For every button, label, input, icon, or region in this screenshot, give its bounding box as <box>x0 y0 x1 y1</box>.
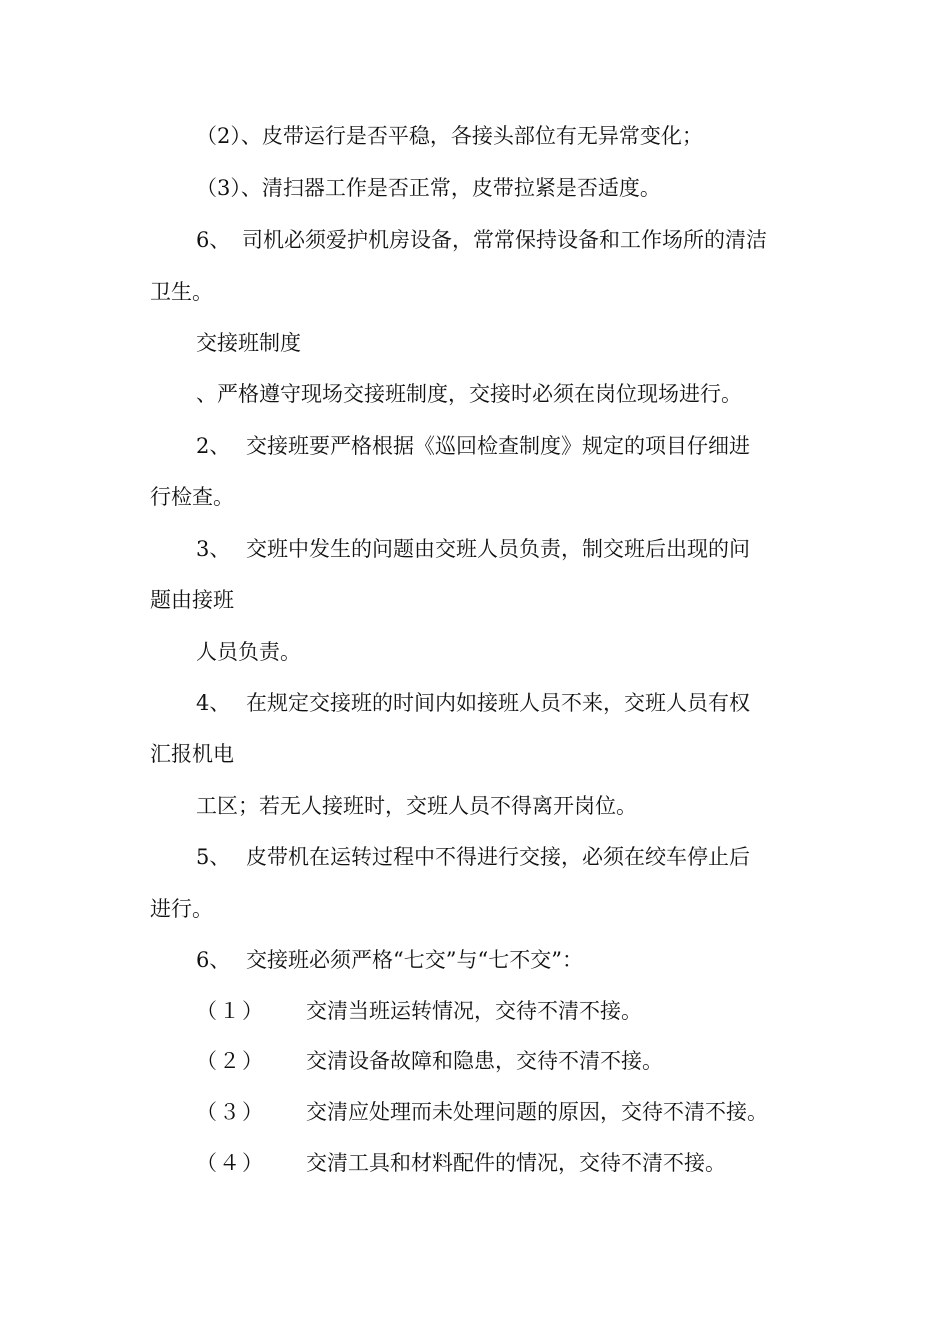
text-line: 汇报机电 <box>150 742 234 766</box>
sub-item-number: （１） <box>196 999 265 1023</box>
item-number: 5、 <box>196 845 231 869</box>
sub-item-text: 交清应处理而未处理问题的原因，交待不清不接。 <box>306 1100 768 1124</box>
text-line: 题由接班 <box>150 588 234 612</box>
sub-item-text: 交清当班运转情况，交待不清不接。 <box>306 999 642 1023</box>
item-number: 3、 <box>196 537 231 561</box>
text-line: 进行。 <box>150 897 213 921</box>
sub-item-number: （３） <box>196 1100 265 1124</box>
sub-item-number: （４） <box>196 1151 265 1175</box>
sub-item-text: 交清设备故障和隐患，交待不清不接。 <box>306 1049 663 1073</box>
item-text: 皮带机在运转过程中不得进行交接，必须在绞车停止后 <box>246 845 750 869</box>
item-text: 司机必须爱护机房设备，常常保持设备和工作场所的清洁 <box>242 228 767 252</box>
sub-item-number: （２） <box>196 1049 265 1073</box>
text-line: （2）、皮带运行是否平稳，各接头部位有无异常变化； <box>196 124 703 148</box>
text-line: 工区；若无人接班时，交班人员不得离开岗位。 <box>196 794 637 818</box>
section-heading: 交接班制度 <box>196 331 301 355</box>
item-number: 4、 <box>196 691 231 715</box>
item-text: 交接班要严格根据《巡回检查制度》规定的项目仔细进 <box>246 434 750 458</box>
text-line: （3）、清扫器工作是否正常，皮带拉紧是否适度。 <box>196 176 661 200</box>
item-text: 在规定交接班的时间内如接班人员不来，交班人员有权 <box>246 691 750 715</box>
item-text: 交接班必须严格“七交”与“七不交”： <box>246 948 583 972</box>
item-number: 6、 <box>196 948 231 972</box>
item-number: 6、 <box>196 228 231 252</box>
sub-item-text: 交清工具和材料配件的情况，交待不清不接。 <box>306 1151 726 1175</box>
item-text: 交班中发生的问题由交班人员负责，制交班后出现的问 <box>246 537 750 561</box>
text-line: 、严格遵守现场交接班制度，交接时必须在岗位现场进行。 <box>196 382 742 406</box>
text-line: 卫生。 <box>150 280 213 304</box>
item-number: 2、 <box>196 434 231 458</box>
text-line: 人员负责。 <box>196 640 301 664</box>
text-line: 行检查。 <box>150 485 234 509</box>
